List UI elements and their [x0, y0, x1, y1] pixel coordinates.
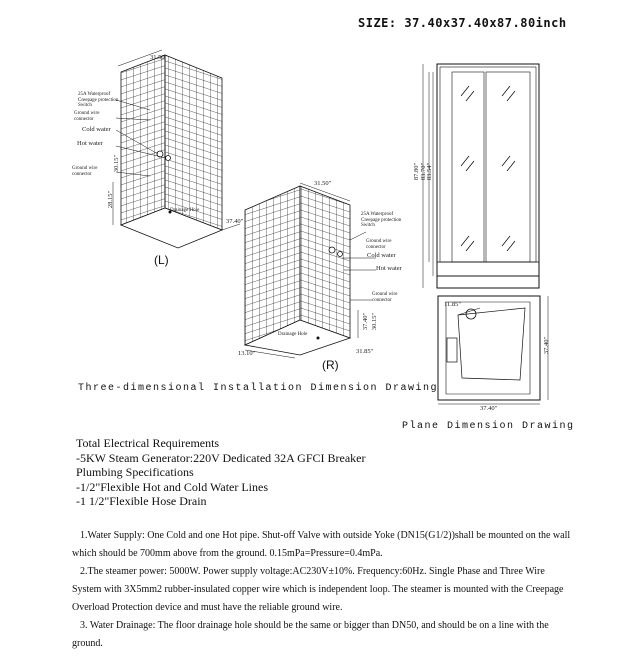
callout-cold-left: Cold water [82, 126, 111, 133]
drain-label-right: Drainage Hole [278, 332, 308, 337]
callout-switch-left: 25A Waterproof Creepage protection Switch [78, 92, 119, 108]
right-label: (R) [322, 358, 339, 372]
dim-h3-elevation: 83.54" [426, 162, 434, 181]
note-steamer-power: 2.The steamer power: 5000W. Power supply voltage:AC230V±10%. Frequency:60Hz. Single Phase and Three Wire System with 3X5mm2 rubber-insulated copper wire which is independent loop. The steamer is mounted with the Creepage Overload Protection device and must have the reliable ground wire. [72, 566, 564, 613]
dim-side-left: 28.15" [107, 190, 115, 209]
req-title: Total Electrical Requirements [76, 436, 220, 450]
callout-hot-left: Hot water [77, 140, 103, 147]
req-plumbing-title: Plumbing Specifications [76, 465, 194, 479]
valve-icon [338, 252, 343, 257]
elevation-drawing [423, 64, 539, 288]
valve-icon [166, 156, 171, 161]
dim-corner-plan: 11.85" [444, 301, 462, 308]
dim-side-plan: 37.40" [543, 336, 551, 355]
dim-bottom-plan: 37.40" [480, 405, 498, 412]
dim-height-elevation: 87.80" [413, 162, 421, 181]
req-line2: -1/2"Flexible Hot and Cold Water Lines [76, 479, 269, 494]
callout-switch-right: 25A Waterproof Creepage protection Switch [361, 212, 402, 228]
dim-height-left: 30.15" [113, 154, 121, 173]
size-title: SIZE: 37.40x37.40x87.80inch [358, 16, 567, 30]
caption-plane: Plane Dimension Drawing [402, 421, 575, 432]
callout-hot-right: Hot water [376, 265, 402, 272]
req-line3: -1 1/2"Flexible Hose Drain [76, 494, 207, 508]
drain-label-left: Drainage Hole [170, 208, 200, 213]
plan-drawing [438, 296, 551, 404]
dim-bottom2-right: 31.85" [356, 348, 374, 355]
callout-cold-right: Cold water [367, 252, 396, 259]
note-water-drainage: 3. Water Drainage: The floor drainage hole should be the same or bigger than DN50, and should be on a line with the ground. [72, 620, 549, 649]
dim-width-left: 37.40" [226, 218, 244, 225]
callout-ground2-right: Ground wire connector [372, 292, 398, 303]
caption-3d: Three-dimensional Installation Dimension Drawing [78, 383, 439, 394]
valve-icon [329, 247, 335, 253]
left-3d-drawing [113, 50, 240, 248]
dim-height-right: 30.15" [371, 312, 379, 331]
dim-h2-elevation: 83.70" [420, 162, 428, 181]
left-wall-side [165, 55, 222, 230]
right-wall-back [245, 186, 300, 345]
callout-ground2-left: Ground wire connector [72, 166, 98, 177]
dim-top-left: 31.50" [150, 54, 168, 61]
notes-block [72, 527, 572, 653]
note-water-supply: 1.Water Supply: One Cold and one Hot pipe. Shut-off Valve with outside Yoke (DN15(G1/2))shall be mounted on the wall which should be 700mm above from the ground. 0.15mPa=Pressure=0.4mPa. [72, 530, 571, 559]
right-wall-side [300, 186, 350, 338]
dim-width-right: 37.40" [362, 312, 370, 331]
callout-ground1-right: Ground wire connector [366, 239, 392, 250]
dim-top-right: 31.50" [314, 180, 332, 187]
callout-ground1-left: Ground wire connector [74, 111, 100, 122]
req-line1: -5KW Steam Generator:220V Dedicated 32A GFCI Breaker [76, 450, 366, 465]
dim-bottom-right: 13.10" [238, 350, 256, 357]
left-label: (L) [154, 253, 169, 267]
requirements-block [76, 436, 365, 509]
drain-icon [317, 337, 320, 340]
left-wall-back [121, 54, 168, 225]
